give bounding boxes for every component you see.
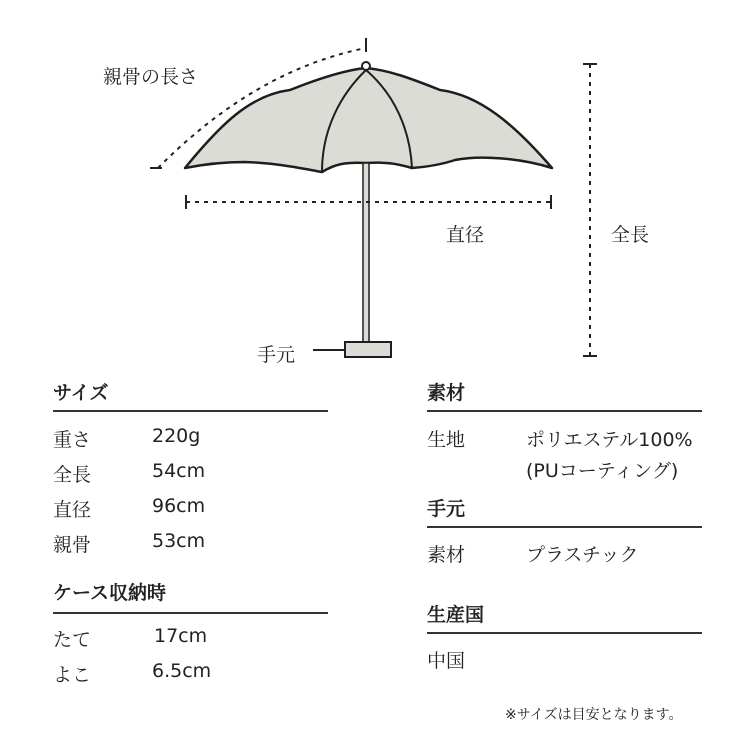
size-row-key: 全長 xyxy=(53,464,92,486)
handle-section-title: 手元 xyxy=(427,498,466,520)
origin-divider xyxy=(427,632,702,634)
handle-divider xyxy=(427,526,702,528)
size-row-value: 54cm xyxy=(152,460,206,482)
material-row-key: 生地 xyxy=(427,429,466,451)
umbrella-canopy xyxy=(185,68,552,172)
handle-label: 手元 xyxy=(257,344,296,366)
umbrella-diagram xyxy=(0,0,753,370)
size-row-value: 96cm xyxy=(152,495,206,517)
size-row-value: 220g xyxy=(152,425,201,447)
diameter-label: 直径 xyxy=(446,224,485,246)
material-row-value-line1: ポリエステル100% xyxy=(526,429,693,451)
size-row-value: 53cm xyxy=(152,530,206,552)
case-row-value: 17cm xyxy=(154,625,208,647)
size-divider xyxy=(53,410,328,412)
umbrella-tip xyxy=(362,62,370,70)
material-section-title: 素材 xyxy=(427,382,466,404)
handle-row-key: 素材 xyxy=(427,544,466,566)
origin-value: 中国 xyxy=(427,650,466,672)
size-disclaimer-note: ※サイズは目安となります。 xyxy=(505,707,683,723)
case-row-key: よこ xyxy=(53,664,92,686)
size-row-key: 直径 xyxy=(53,499,92,521)
rib-length-label: 親骨の長さ xyxy=(103,66,199,88)
total-length-label: 全長 xyxy=(611,224,650,246)
material-row-value-line2: (PUコーティング) xyxy=(526,460,679,482)
case-divider xyxy=(53,612,328,614)
size-row-key: 親骨 xyxy=(53,534,92,556)
umbrella-handle xyxy=(345,342,391,357)
material-divider xyxy=(427,410,702,412)
size-section-title: サイズ xyxy=(53,382,109,404)
size-row-key: 重さ xyxy=(53,429,92,451)
case-row-key: たて xyxy=(53,629,92,651)
case-section-title: ケース収納時 xyxy=(53,582,167,604)
case-row-value: 6.5cm xyxy=(152,660,212,682)
total-length-dimension-line xyxy=(583,64,597,356)
umbrella-shaft xyxy=(363,163,369,343)
origin-section-title: 生産国 xyxy=(427,604,485,626)
handle-row-value: プラスチック xyxy=(526,544,639,566)
